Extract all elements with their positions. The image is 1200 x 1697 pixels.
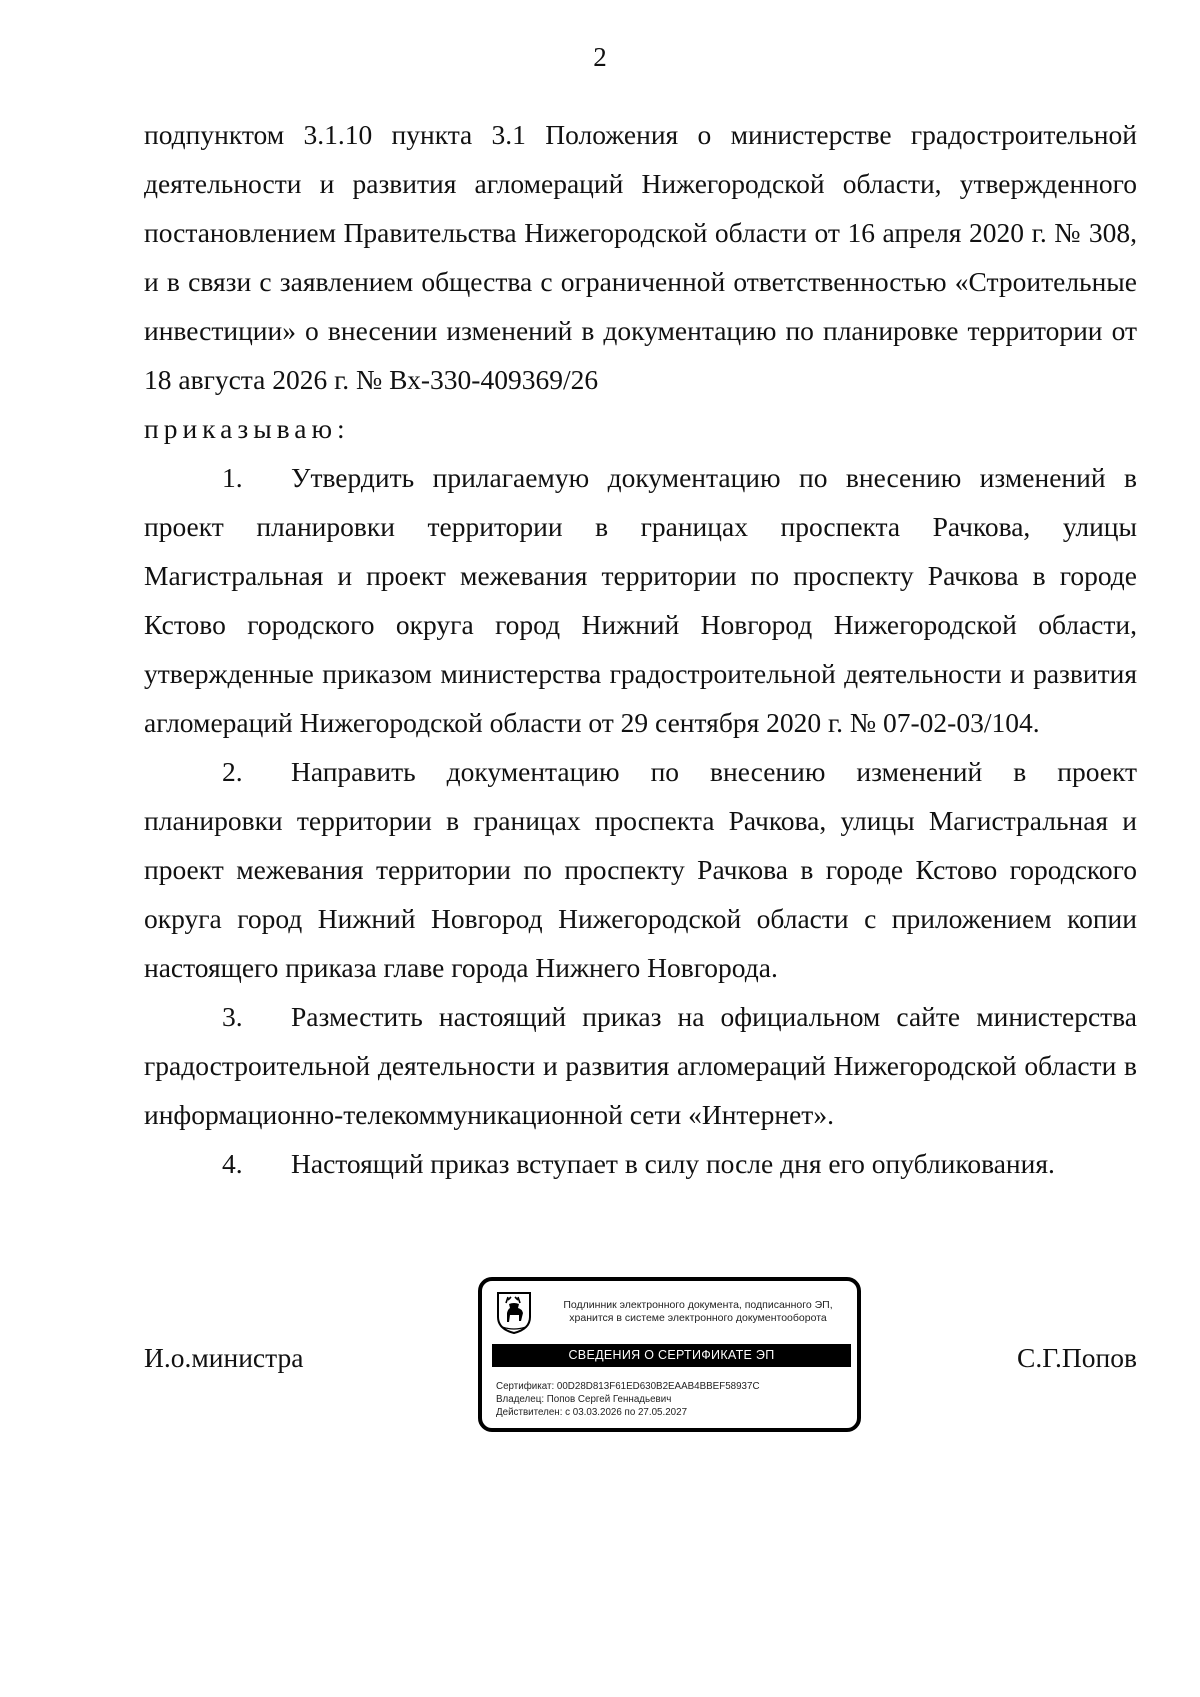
certificate-owner: Владелец: Попов Сергей Геннадьевич: [496, 1394, 672, 1405]
document-body: [144, 110, 1137, 1188]
certificate-number: Сертификат: 00D28D813F61ED630B2EAAB4BBEF58937C: [496, 1381, 760, 1392]
stamp-header: СВЕДЕНИЯ О СЕРТИФИКАТЕ ЭП: [492, 1344, 851, 1367]
item-text: Настоящий приказ вступает в силу после дня его опубликования.: [291, 1148, 1055, 1179]
order-word: приказываю:: [144, 413, 350, 444]
item-number: 1.: [222, 462, 243, 493]
signatory-position: И.о.министра: [144, 1342, 304, 1373]
item-text: Направить документацию по внесению изменений в проект планировки территории в границах проспекта Рачкова, улицы Магистральная и проект межевания территории по проспекту Рачкова в городе Кстово городского округа город Нижний Новгород Нижегородской области с приложением копии настоящего приказа главе города Нижнего Новгорода.: [144, 756, 1137, 983]
item-text: Утвердить прилагаемую документацию по внесению изменений в проект планировки территории в границах проспекта Рачкова, улицы Магистральная и проект межевания территории по проспекту Рачкова в городе Кстово городского округа город Нижний Новгород Нижегородской области, утвержденные приказом министерства градостроительной деятельности и развития агломераций Нижегородской области от 29 сентября 2020 г. № 07-02-03/104.: [144, 462, 1137, 738]
list-item: [144, 1139, 1137, 1188]
item-text: Разместить настоящий приказ на официальном сайте министерства градостроительной деятельности и развития агломераций Нижегородской области в информационно-телекоммуникационной сети «Интернет».: [144, 1001, 1137, 1130]
intro-paragraph: подпунктом 3.1.10 пункта 3.1 Положения о министерстве градостроительной деятельности и развития агломераций Нижегородской области, утвержденного постановлением Правительства Нижегородской области от 16 апреля 2020 г. № 308, и в связи с заявлением общества с ограниченной ответственностью «Строительные инвестиции» о внесении изменений в документацию по планировке территории от 18 августа 2026 г. № Вх-330-409369/26: [144, 119, 1137, 395]
list-item: [144, 747, 1137, 992]
page-number: 2: [593, 42, 607, 72]
item-number: 2.: [222, 756, 243, 787]
coat-of-arms-icon: [496, 1291, 532, 1335]
signatory-name: С.Г.Попов: [1017, 1342, 1137, 1373]
stamp-text-line: Подлинник электронного документа, подписанного ЭП,: [563, 1299, 833, 1311]
item-number: 3.: [222, 1001, 243, 1032]
list-item: [144, 453, 1137, 747]
electronic-signature-stamp: [478, 1277, 861, 1432]
list-item: [144, 992, 1137, 1139]
item-number: 4.: [222, 1148, 243, 1179]
stamp-text-line: хранится в системе электронного документооборота: [569, 1312, 827, 1324]
certificate-validity: Действителен: с 03.03.2026 по 27.05.2027: [496, 1407, 688, 1418]
